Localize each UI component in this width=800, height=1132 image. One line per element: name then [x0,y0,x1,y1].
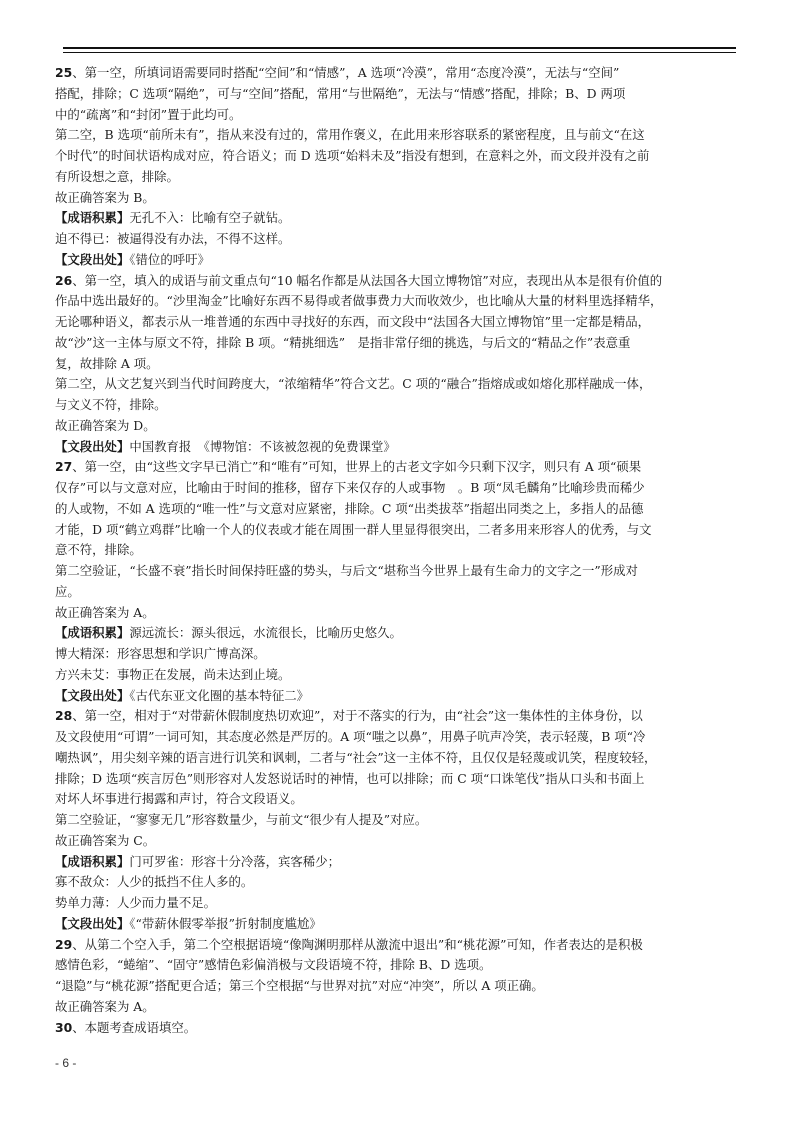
section-tag: 【成语积累】 [55,210,130,226]
line-text: 迫不得已：被逼得没有办法，不得不这样。 [55,231,291,246]
text-line [55,457,745,478]
line-text: 感情色彩，“蜷缩”、“固守”感情色彩偏消极与文段语境不符，排除 B、D 选项。 [55,957,492,973]
text-line [55,561,745,582]
text-line [55,748,745,769]
text-line [55,416,745,437]
section-tag: 【文段出处】 [55,687,130,703]
line-text: 故“沙”这一主体与原文不符，排除 B 项。“精挑细选” 是指非常仔细的挑选，与后文的“精品之作”表意重 [55,334,631,350]
text-line [55,706,745,727]
text-line [55,582,745,603]
text-line [55,852,745,873]
line-text: 故正确答案为 C。 [55,832,156,848]
line-text: 门可罗雀：形容十分冷落，宾客稀少； [129,853,340,869]
line-text: 、从第二个空入手，第二个空根据语境“像陶渊明那样从激流中退出”和“桃花源”可知，作者表达的是积极 [72,936,643,952]
text-line [55,229,745,250]
text-line [55,769,745,790]
text-line [55,789,745,810]
text-line [55,893,745,914]
line-text: 中国教育报 《博物馆：不该被忽视的免费课堂》 [129,438,396,454]
line-text: 个时代”的时间状语构成对应，符合语义；而 D 选项“始料未及”指没有想到，在意料之外，而文段并没有之前 [55,148,650,163]
section-tag: 【文段出处】 [55,251,130,267]
text-line [55,312,745,333]
line-text: 第二空验证，“长盛不衰”指长时间保持旺盛的势头，与后文“堪称当今世界上最有生命力的文字之一”形成对 [55,563,638,578]
text-line [55,250,745,271]
text-line [55,354,745,375]
line-text: “退隐”与“桃花源”搭配更合适；第三个空根据“与世界对抗”对应“冲突”，所以 A 项正确。 [55,978,544,993]
question-number: 25 [55,65,73,80]
section-tag: 【文段出处】 [55,915,130,931]
line-text: 有所设想之意，排除。 [55,168,179,184]
line-text: 、第一空，由“这些文字早已消亡”和“唯有”可知，世界上的古老文字如今只剩下汉字，则只有 A 项“硕果 [72,459,642,475]
text-line [55,478,745,499]
text-line [55,976,745,997]
text-line [55,644,745,665]
question-number: 27 [55,459,73,475]
text-line [55,63,745,84]
question-number: 29 [55,936,73,952]
line-text: 《古代东亚文化圈的基本特征二》 [129,687,310,703]
text-line [55,208,745,229]
line-text: 第二空，从文艺复兴到当代时间跨度大，“浓缩精华”符合文艺。C 项的“融合”指熔成或如熔化那样融成一体， [55,376,652,392]
section-tag: 【文段出处】 [55,438,130,454]
line-text: 、第一空，填入的成语与前文重点句“10 幅名作都是从法国各大国立博物馆”对应，表现出从本是很有价值的 [72,272,663,288]
text-line [55,125,745,146]
question-number: 26 [55,272,73,288]
line-text: 排除；D 选项“疾言厉色”则形容对人发怒说话时的神情，也可以排除；而 C 项“口诛笔伐”指从口头和书面上 [55,770,645,786]
line-text: 博大精深：形容思想和学识广博高深。 [55,646,266,661]
text-line [55,395,745,416]
text-line [55,914,745,935]
line-text: 复，故排除 A 项。 [55,355,159,371]
page-number: - 6 - [55,1056,77,1070]
line-text: 故正确答案为 B。 [55,189,155,205]
line-text: 《错位的呼吁》 [129,251,210,267]
line-text: 及文段使用“可谓”一词可知，其态度必然是严厉的。A 项“嗤之以鼻”，用鼻子吭声冷笑，表示轻蔑，B 项“冷 [55,729,646,744]
line-text: 中的“疏离”和“封闭”置于此均可。 [55,106,242,122]
text-line [55,84,745,105]
text-line [55,727,745,748]
line-text: 仅存”可以与文意对应，比喻由于时间的推移，留存下来仅存的人或事物 。B 项“凤毛麟角”比喻珍贵而稀少 [55,480,645,495]
text-line [55,623,745,644]
line-text: 对坏人坏事进行揭露和声讨，符合文段语义。 [55,791,303,807]
line-text: 第二空验证，“寥寥无几”形容数量少，与前文“很少有人提及”对应。 [55,812,428,827]
line-text: 应。 [55,583,80,599]
question-number: 28 [55,708,73,724]
line-text: 、第一空，所填词语需要同时搭配“空间”和“情感”，A 选项“冷漠”，常用“态度冷漠”，无法与“空间” [72,65,620,80]
line-text: 才能，D 项“鹤立鸡群”比喻一个人的仪表或才能在周围一群人里显得很突出，二者多用来形容人的优秀，与文 [55,521,652,537]
line-text: 第二空，B 选项“前所未有”，指从来没有过的，常用作褒义，在此用来形容联系的紧密程度，且与前文“在这 [55,127,645,143]
line-text: 势单力薄：人少而力量不足。 [55,895,217,910]
text-line [55,271,745,292]
line-text: 、本题考查成语填空。 [72,1019,197,1035]
text-line [55,499,745,520]
text-line [55,872,745,893]
line-text: 与文义不符，排除。 [55,397,167,412]
line-text: 作品中选出最好的。“沙里淘金”比喻好东西不易得或者做事费力大而收效少，也比喻从大量的材料里选择精华， [55,293,663,309]
text-line [55,333,745,354]
line-text: 的人或物，不如 A 选项的“唯一性”与文意对应紧密，排除。C 项“出类拔萃”指超出同类之上，多指人的品德 [55,500,644,516]
line-text: 故正确答案为 A。 [55,604,155,620]
text-line [55,686,745,707]
text-line [55,1018,745,1039]
header-rule-thick [63,47,736,49]
text-line [55,935,745,956]
line-text: 搭配，排除；C 选项“隔绝”，可与“空间”搭配，常用“与世隔绝”，无法与“情感”搭配，排除；B、D 两项 [55,85,626,101]
line-text: 方兴未艾：事物正在发展，尚未达到止境。 [55,666,291,682]
text-line [55,520,745,541]
text-line [55,167,745,188]
text-line [55,437,745,458]
section-tag: 【成语积累】 [55,853,130,869]
text-line [55,997,745,1018]
question-number: 30 [55,1019,73,1035]
text-line [55,146,745,167]
line-text: 无论哪种语义，都表示从一堆普通的东西中寻找好的东西，而文段中“法国各大国立博物馆”里一定都是精品， [55,314,651,329]
text-line [55,188,745,209]
line-text: 故正确答案为 A。 [55,998,155,1014]
text-line [55,540,745,561]
line-text: 源远流长：源头很远，水流很长，比喻历史悠久。 [129,625,402,641]
line-text: 故正确答案为 D。 [55,417,156,433]
text-line [55,374,745,395]
line-text: 无孔不入：比喻有空子就钻。 [129,210,291,226]
line-text: 、第一空，相对于“对带薪休假制度热切欢迎”，对于不落实的行为，由“社会”这一集体性的主体身份，以 [72,708,643,724]
text-line [55,955,745,976]
text-line [55,291,745,312]
text-line [55,603,745,624]
text-line [55,105,745,126]
text-line [55,831,745,852]
line-text: 嘲热讽”，用尖刻辛辣的语言进行讥笑和讽刺，二者与“社会”这一主体不符，且仅仅是轻蔑或讥笑，程度较轻， [55,749,657,765]
line-text: 意不符，排除。 [55,542,142,558]
text-line [55,665,745,686]
line-text: 《“带薪休假零举报”折射制度尴尬》 [129,915,322,931]
answer-explanations [55,63,745,1038]
line-text: 寡不敌众：人少的抵挡不住人多的。 [55,874,254,890]
text-line [55,810,745,831]
section-tag: 【成语积累】 [55,625,130,641]
header-rule-thin [63,52,736,53]
